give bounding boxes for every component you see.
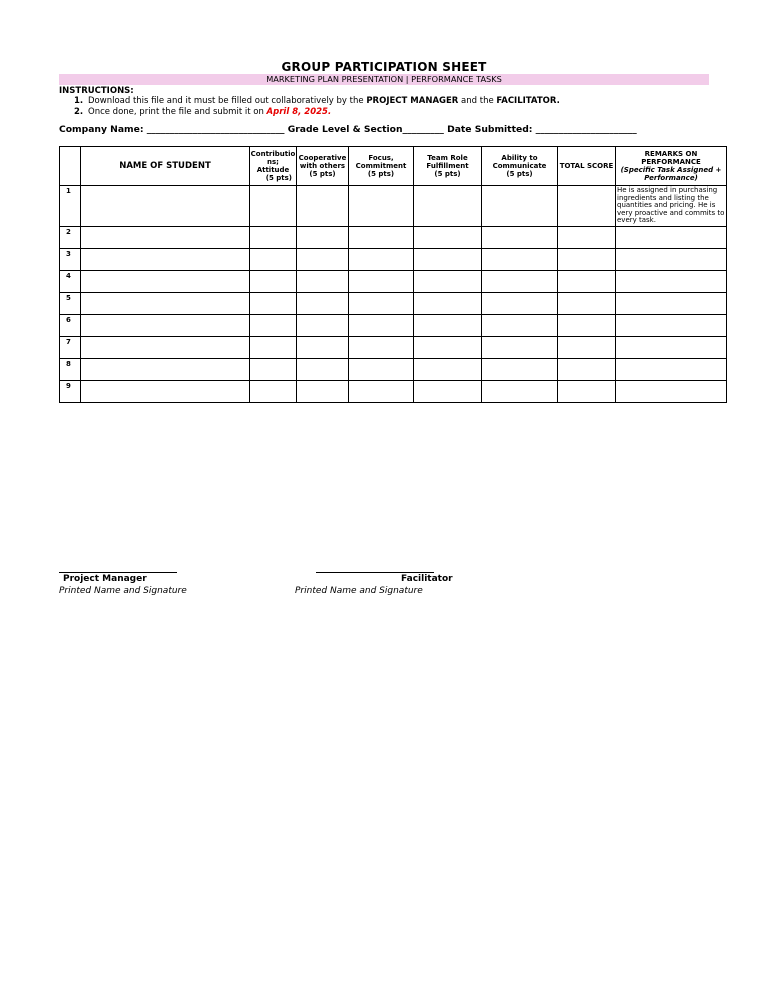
header-name-of-student: NAME OF STUDENT [81,147,250,186]
contributions-cell[interactable] [250,336,297,358]
project-manager-label: Project Manager [63,574,147,584]
page-subtitle-banner: MARKETING PLAN PRESENTATION | PERFORMANCE TASKS [59,74,709,85]
ability-cell[interactable] [482,226,558,248]
focus-cell[interactable] [349,270,414,292]
instruction-text: Once done, print the file and submit it on [88,107,267,117]
header-focus-label: Focus, Commitment [355,154,407,170]
table-row [60,186,727,227]
focus-cell[interactable] [349,226,414,248]
header-team-role [414,147,482,186]
remarks-cell[interactable] [616,336,727,358]
header-ability-label: Ability to Communicate [492,154,547,170]
ability-cell[interactable] [482,270,558,292]
team-role-cell[interactable] [414,186,482,227]
header-cooperative-points: (5 pts) [309,170,336,178]
ability-cell[interactable] [482,380,558,402]
focus-cell[interactable] [349,292,414,314]
instruction-text: and the [458,96,497,106]
facilitator-label: Facilitator [401,574,453,584]
total-score-cell[interactable] [558,314,616,336]
student-name-cell[interactable] [81,248,250,270]
ability-cell[interactable] [482,248,558,270]
company-grade-date-line: Company Name: ______________________________ Grade Level & Section_________ Date Submitted: ______________________ [59,124,637,135]
instruction-item-2 [74,107,331,117]
instruction-text: Download this file and it must be filled out collaboratively by the [88,96,367,106]
total-score-cell[interactable] [558,380,616,402]
focus-cell[interactable] [349,314,414,336]
participation-table [59,146,727,403]
header-focus-points: (5 pts) [367,170,395,178]
table-row [60,292,727,314]
table-row [60,336,727,358]
instruction-number: 1. [74,96,84,106]
team-role-cell[interactable] [414,336,482,358]
header-contributions [250,147,297,186]
student-name-cell[interactable] [81,358,250,380]
project-manager-signature-line [59,572,177,573]
cooperative-cell[interactable] [297,226,349,248]
total-score-cell[interactable] [558,358,616,380]
facilitator-printed-name-note: Printed Name and Signature [295,586,423,596]
ability-cell[interactable] [482,358,558,380]
instructions-heading: INSTRUCTIONS: [59,86,134,96]
header-total-score: TOTAL SCORE [558,147,616,186]
cooperative-cell[interactable] [297,358,349,380]
instruction-bold-role: FACILITATOR. [496,96,560,106]
remarks-cell[interactable] [616,358,727,380]
remarks-cell[interactable] [616,380,727,402]
cooperative-cell[interactable] [297,292,349,314]
table-row [60,248,727,270]
header-team-role-label: Team Role Fulfillment [426,154,469,170]
cooperative-cell[interactable] [297,380,349,402]
team-role-cell[interactable] [414,314,482,336]
facilitator-signature-line [316,572,434,573]
focus-cell[interactable] [349,248,414,270]
remarks-cell[interactable] [616,314,727,336]
header-team-role-points: (5 pts) [434,170,461,178]
header-cooperative [297,147,349,186]
remarks-cell[interactable] [616,226,727,248]
student-name-cell[interactable] [81,380,250,402]
header-remarks-sub: (Specific Task Assigned + Performance) [620,166,722,182]
instruction-number: 2. [74,107,84,117]
header-focus [349,147,414,186]
contributions-cell[interactable] [250,292,297,314]
team-role-cell[interactable] [414,270,482,292]
cooperative-cell[interactable] [297,336,349,358]
focus-cell[interactable] [349,336,414,358]
total-score-cell[interactable] [558,292,616,314]
total-score-cell[interactable] [558,270,616,292]
cooperative-cell[interactable] [297,186,349,227]
total-score-cell[interactable] [558,226,616,248]
cooperative-cell[interactable] [297,248,349,270]
table-header-row [60,147,727,186]
contributions-cell[interactable] [250,314,297,336]
student-name-cell[interactable] [81,292,250,314]
table-row [60,226,727,248]
header-contributions-points: (5 pts) [265,174,292,182]
student-name-cell[interactable] [81,314,250,336]
team-role-cell[interactable] [414,380,482,402]
cooperative-cell[interactable] [297,314,349,336]
contributions-cell[interactable] [250,226,297,248]
header-contributions-label: Contributio ns; Attitude [250,150,296,174]
contributions-cell[interactable] [250,186,297,227]
ability-cell[interactable] [482,292,558,314]
contributions-cell[interactable] [250,380,297,402]
total-score-cell[interactable] [558,186,616,227]
ability-cell[interactable] [482,336,558,358]
table-row [60,314,727,336]
due-date: April 8, 2025. [266,107,332,117]
team-role-cell[interactable] [414,226,482,248]
focus-cell[interactable] [349,380,414,402]
header-remarks-label: REMARKS ON PERFORMANCE [641,150,701,166]
remarks-cell[interactable] [616,270,727,292]
focus-cell[interactable] [349,186,414,227]
ability-cell[interactable] [482,186,558,227]
row-number: 6 [60,314,81,336]
remarks-cell[interactable] [616,248,727,270]
total-score-cell[interactable] [558,248,616,270]
page-title: GROUP PARTICIPATION SHEET [281,60,487,74]
focus-cell[interactable] [349,358,414,380]
contributions-cell[interactable] [250,270,297,292]
contributions-cell[interactable] [250,358,297,380]
table-row [60,270,727,292]
instruction-bold-role: PROJECT MANAGER [366,96,459,106]
header-number [60,147,81,186]
header-ability-points: (5 pts) [506,170,533,178]
remarks-cell[interactable] [616,292,727,314]
header-cooperative-label: Cooperative with others [298,154,347,170]
instruction-item-1 [74,96,560,106]
header-ability [482,147,558,186]
row-number: 4 [60,270,81,292]
row-number: 7 [60,336,81,358]
total-score-cell[interactable] [558,336,616,358]
row-number: 5 [60,292,81,314]
row-number: 9 [60,380,81,402]
ability-cell[interactable] [482,314,558,336]
student-name-cell[interactable] [81,336,250,358]
team-role-cell[interactable] [414,248,482,270]
table-row [60,380,727,402]
row-number: 3 [60,248,81,270]
table-row [60,358,727,380]
row-number: 2 [60,226,81,248]
row-number: 1 [60,186,81,227]
cooperative-cell[interactable] [297,270,349,292]
team-role-cell[interactable] [414,358,482,380]
student-name-cell[interactable] [81,270,250,292]
contributions-cell[interactable] [250,248,297,270]
remarks-cell[interactable]: He is assigned in purchasing ingredients and listing the quantities and pricing. He is very proactive and commits to every task. [616,186,727,227]
project-manager-printed-name-note: Printed Name and Signature [59,586,187,596]
student-name-cell[interactable] [81,226,250,248]
student-name-cell[interactable] [81,186,250,227]
team-role-cell[interactable] [414,292,482,314]
header-remarks [616,147,727,186]
row-number: 8 [60,358,81,380]
